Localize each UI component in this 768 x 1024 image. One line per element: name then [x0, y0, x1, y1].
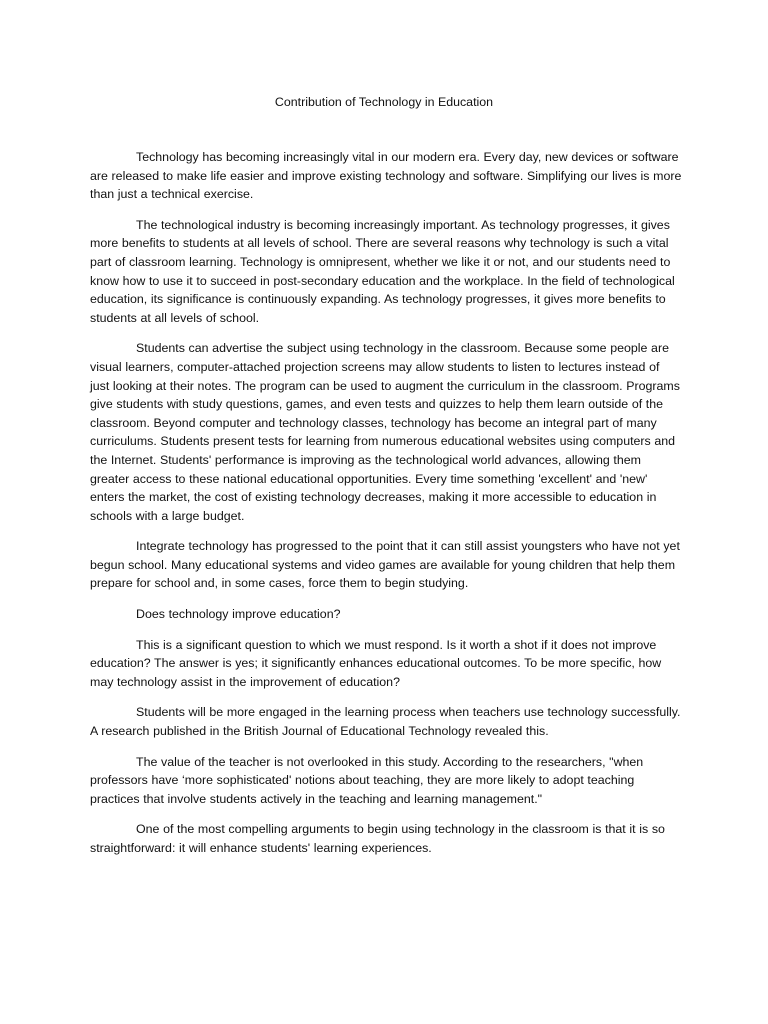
paragraph-question: Does technology improve education?	[136, 607, 341, 622]
paragraph-youngsters: Integrate technology has progressed to the point that it can still assist youngsters who have not yet begun school. Many educational systems and video games are available for young children that help them prepare for school and, in some cases, force them to begin studying.	[90, 539, 680, 591]
paragraph-conclusion: One of the most compelling arguments to begin using technology in the classroom is that it is so straightforward: it will enhance students' learning experiences.	[90, 822, 665, 855]
paragraph-intro: Technology has becoming increasingly vital in our modern era. Every day, new devices or software are released to make life easier and improve existing technology and software. Simplifying our lives is more than just a technical exercise.	[90, 150, 682, 202]
paragraph-teacher-value: The value of the teacher is not overlooked in this study. According to the researchers, "when professors have ‘more sophisticated' notions about teaching, they are more likely to adopt teaching practices that involve students actively in the teaching and learning management."	[90, 754, 644, 806]
paragraph-answer: This is a significant question to which we must respond. Is it worth a shot if it does not improve education? The answer is yes; it significantly enhances educational outcomes. To be more specific, how may technology assist in the improvement of education?	[90, 637, 662, 689]
paragraph-engagement: Students will be more engaged in the learning process when teachers use technology successfully. A research published in the British Journal of Educational Technology revealed this.	[90, 705, 681, 739]
paragraph-classroom: Students can advertise the subject using technology in the classroom. Because some people are visual learners, computer-attached projection screens may allow students to listen to lectures instead of just looking at their notes. The program can be used to augment the curriculum in the classroom. Programs give students with study questions, games, and even tests and quizzes to help them learn outside of the classroom. Beyond computer and technology classes, technology has become an integral part of many curriculums. Students present tests for learning from numerous educational websites using computers and the Internet. Students' performance is improving as the technological world advances, allowing them greater access to these national educational opportunities. Every time something 'excellent' and 'new' enters the market, the cost of existing technology decreases, making it more accessible to education in schools with a large budget.	[90, 341, 680, 523]
paragraph-industry: The technological industry is becoming increasingly important. As technology progresses, it gives more benefits to students at all levels of school. There are several reasons why technology is such a vital part of classroom learning. Technology is omnipresent, whether we like it or not, and our students need to know how to use it to succeed in post-secondary education and the workplace. In the field of technological education, its significance is continuously expanding. As technology progresses, it gives more benefits to students at all levels of school.	[90, 217, 675, 325]
document-body	[90, 148, 682, 870]
document-title: Contribution of Technology in Education	[274, 95, 494, 109]
